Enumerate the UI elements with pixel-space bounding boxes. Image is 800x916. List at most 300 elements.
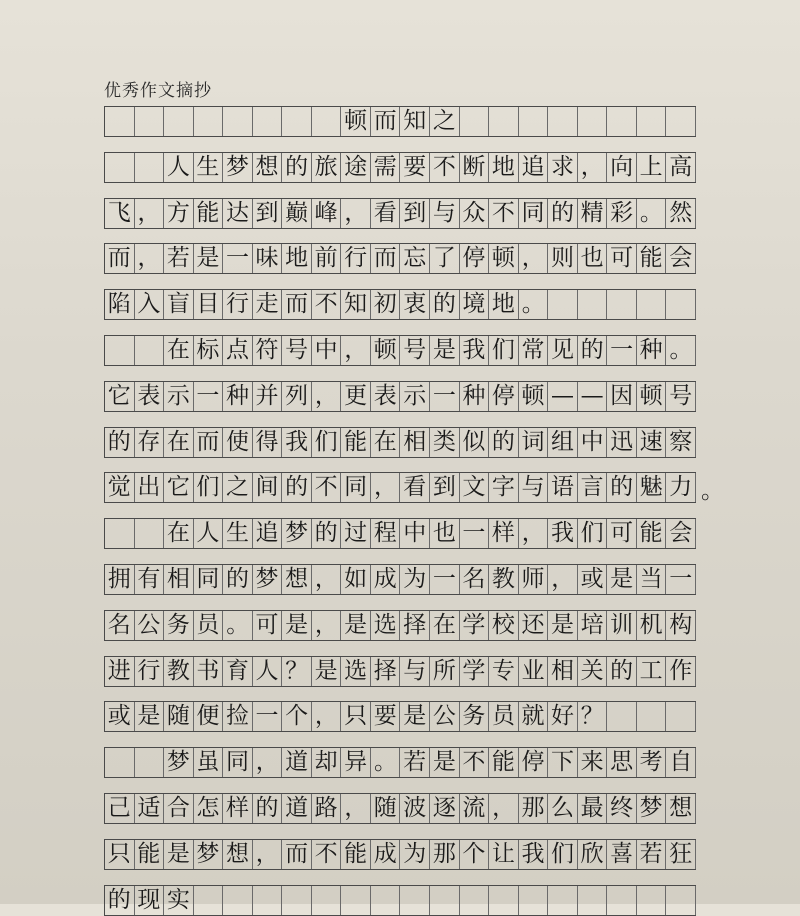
grid-cell: 自: [666, 748, 696, 777]
text-row: [104, 747, 696, 778]
grid-cell: 标: [194, 336, 224, 365]
grid-cell: [341, 886, 371, 915]
grid-cell: 道: [282, 794, 312, 823]
grid-cell: ，: [341, 336, 371, 365]
grid-cell: 旅: [312, 153, 342, 182]
grid-cell: [135, 519, 165, 548]
grid-cell: ，: [135, 199, 165, 228]
grid-cell: 如: [341, 565, 371, 594]
grid-cell: 作: [666, 657, 696, 686]
grid-cell: 员: [489, 702, 519, 731]
grid-cell: 为: [400, 840, 430, 869]
grid-cell: 能: [341, 840, 371, 869]
grid-cell: 生: [223, 519, 253, 548]
grid-cell: 为: [400, 565, 430, 594]
grid-cell: ，: [548, 565, 578, 594]
overflow-char: 。: [701, 478, 724, 505]
text-row: [104, 885, 696, 916]
grid-cell: 需: [371, 153, 401, 182]
grid-cell: 行: [341, 244, 371, 273]
grid-cell: 间: [253, 473, 283, 502]
grid-cell: 符: [253, 336, 283, 365]
grid-cell: 更: [341, 382, 371, 411]
grid-cell: [135, 153, 165, 182]
grid-cell: 看: [371, 199, 401, 228]
grid-cell: 停: [519, 748, 549, 777]
grid-cell: 不: [489, 199, 519, 228]
grid-cell: 在: [164, 519, 194, 548]
grid-cell: 然: [666, 199, 696, 228]
text-row: [104, 289, 696, 320]
grid-cell: [223, 107, 253, 136]
grid-cell: 顿: [341, 107, 371, 136]
grid-cell: 不: [430, 153, 460, 182]
grid-cell: 相: [548, 657, 578, 686]
grid-cell: [194, 107, 224, 136]
grid-cell: 人: [253, 657, 283, 686]
grid-cell: 停: [460, 244, 490, 273]
grid-cell: 生: [194, 153, 224, 182]
grid-cell: 相: [164, 565, 194, 594]
grid-cell: 不: [312, 840, 342, 869]
grid-cell: 一: [223, 244, 253, 273]
grid-cell: 地: [282, 244, 312, 273]
grid-cell: 培: [578, 611, 608, 640]
grid-cell: [637, 702, 667, 731]
grid-cell: 们: [312, 428, 342, 457]
grid-cell: 行: [135, 657, 165, 686]
grid-cell: 可: [607, 519, 637, 548]
grid-cell: 育: [223, 657, 253, 686]
grid-cell: 见: [548, 336, 578, 365]
grid-cell: 波: [400, 794, 430, 823]
grid-cell: 词: [519, 428, 549, 457]
grid-cell: 让: [489, 840, 519, 869]
grid-cell: 是: [312, 657, 342, 686]
grid-cell: 而: [371, 107, 401, 136]
grid-cell: 选: [341, 657, 371, 686]
grid-cell: 务: [164, 611, 194, 640]
grid-cell: 看: [400, 473, 430, 502]
grid-cell: 工: [637, 657, 667, 686]
text-row: [104, 793, 696, 824]
grid-cell: 梦: [637, 794, 667, 823]
grid-cell: 学: [460, 657, 490, 686]
grid-cell: [135, 336, 165, 365]
grid-cell: 追: [519, 153, 549, 182]
title-row: [104, 106, 696, 137]
grid-cell: 择: [400, 611, 430, 640]
grid-cell: 字: [489, 473, 519, 502]
grid-cell: 业: [519, 657, 549, 686]
grid-cell: 顿: [637, 382, 667, 411]
grid-cell: 众: [460, 199, 490, 228]
text-row: [104, 701, 696, 732]
grid-cell: 觉: [105, 473, 135, 502]
grid-cell: ，: [253, 840, 283, 869]
grid-cell: [578, 290, 608, 319]
grid-cell: [164, 107, 194, 136]
grid-cell: [223, 886, 253, 915]
grid-cell: 择: [371, 657, 401, 686]
grid-cell: 列: [282, 382, 312, 411]
grid-cell: 程: [371, 519, 401, 548]
grid-cell: [637, 107, 667, 136]
grid-cell: 那: [430, 840, 460, 869]
grid-cell: 若: [637, 840, 667, 869]
grid-cell: 我: [519, 840, 549, 869]
grid-cell: 精: [578, 199, 608, 228]
grid-cell: 能: [135, 840, 165, 869]
grid-cell: 了: [430, 244, 460, 273]
grid-cell: 们: [578, 519, 608, 548]
grid-cell: 类: [430, 428, 460, 457]
grid-cell: 得: [253, 428, 283, 457]
grid-cell: 进: [105, 657, 135, 686]
grid-cell: 随: [371, 794, 401, 823]
grid-cell: 同: [194, 565, 224, 594]
grid-cell: ，: [253, 748, 283, 777]
grid-cell: 的: [489, 428, 519, 457]
grid-cell: [135, 748, 165, 777]
grid-cell: 的: [282, 473, 312, 502]
grid-cell: 的: [607, 473, 637, 502]
grid-cell: 梦: [223, 153, 253, 182]
grid-cell: 。: [637, 199, 667, 228]
grid-cell: ，: [578, 153, 608, 182]
grid-cell: 在: [371, 428, 401, 457]
grid-cell: 追: [253, 519, 283, 548]
grid-cell: 不: [312, 473, 342, 502]
grid-cell: 关: [578, 657, 608, 686]
grid-cell: [312, 107, 342, 136]
grid-cell: 则: [548, 244, 578, 273]
grid-cell: 向: [607, 153, 637, 182]
grid-cell: 行: [223, 290, 253, 319]
grid-cell: 成: [371, 565, 401, 594]
grid-cell: 语: [548, 473, 578, 502]
grid-cell: 道: [282, 748, 312, 777]
grid-cell: 上: [637, 153, 667, 182]
text-row: [104, 152, 696, 183]
grid-cell: 到: [400, 199, 430, 228]
grid-cell: 前: [312, 244, 342, 273]
grid-cell: 是: [341, 611, 371, 640]
grid-cell: 不: [312, 290, 342, 319]
grid-cell: 我: [460, 336, 490, 365]
grid-cell: 虽: [194, 748, 224, 777]
grid-cell: 公: [430, 702, 460, 731]
grid-cell: 知: [400, 107, 430, 136]
grid-cell: 人: [194, 519, 224, 548]
grid-cell: 停: [489, 382, 519, 411]
grid-cell: 能: [489, 748, 519, 777]
grid-cell: 出: [135, 473, 165, 502]
grid-cell: 校: [489, 611, 519, 640]
grid-cell: 异: [341, 748, 371, 777]
grid-cell: 终: [607, 794, 637, 823]
grid-cell: [460, 107, 490, 136]
grid-cell: 梦: [164, 748, 194, 777]
grid-cell: ，: [312, 702, 342, 731]
grid-cell: 样: [489, 519, 519, 548]
grid-cell: 的: [607, 657, 637, 686]
grid-cell: 员: [194, 611, 224, 640]
grid-cell: [607, 107, 637, 136]
grid-cell: 成: [371, 840, 401, 869]
grid-cell: [430, 886, 460, 915]
grid-cell: 中: [400, 519, 430, 548]
grid-cell: 也: [578, 244, 608, 273]
grid-cell: 味: [253, 244, 283, 273]
grid-cell: 表: [135, 382, 165, 411]
grid-cell: 的: [105, 886, 135, 915]
grid-cell: 己: [105, 794, 135, 823]
grid-cell: 要: [371, 702, 401, 731]
header-label: 优秀作文摘抄: [104, 81, 212, 101]
grid-cell: 境: [460, 290, 490, 319]
grid-cell: 务: [460, 702, 490, 731]
text-row: [104, 472, 724, 505]
grid-cell: 高: [666, 153, 696, 182]
grid-cell: 一: [430, 565, 460, 594]
grid-cell: 就: [519, 702, 549, 731]
grid-cell: 却: [312, 748, 342, 777]
grid-cell: [282, 886, 312, 915]
text-row: [104, 839, 696, 870]
grid-cell: 它: [164, 473, 194, 502]
grid-cell: 的: [312, 519, 342, 548]
grid-cell: 机: [637, 611, 667, 640]
grid-cell: 途: [341, 153, 371, 182]
grid-cell: 想: [282, 565, 312, 594]
grid-cell: 的: [105, 428, 135, 457]
grid-cell: 想: [223, 840, 253, 869]
grid-cell: 过: [341, 519, 371, 548]
grid-cell: 它: [105, 382, 135, 411]
grid-cell: 还: [519, 611, 549, 640]
grid-cell: 是: [607, 565, 637, 594]
grid-cell: 。: [666, 336, 696, 365]
grid-cell: ？: [282, 657, 312, 686]
grid-cell: 迅: [607, 428, 637, 457]
grid-cell: 样: [223, 794, 253, 823]
grid-cell: 梦: [253, 565, 283, 594]
grid-cell: 能: [637, 519, 667, 548]
grid-cell: 也: [430, 519, 460, 548]
grid-cell: 个: [460, 840, 490, 869]
grid-cell: 喜: [607, 840, 637, 869]
grid-cell: [637, 886, 667, 915]
grid-cell: 地: [489, 290, 519, 319]
grid-cell: —: [548, 382, 578, 411]
grid-cell: 与: [519, 473, 549, 502]
grid-cell: 中: [578, 428, 608, 457]
grid-cell: 到: [430, 473, 460, 502]
grid-cell: 人: [164, 153, 194, 182]
grid-cell: 组: [548, 428, 578, 457]
grid-cell: 逐: [430, 794, 460, 823]
grid-cell: [548, 886, 578, 915]
grid-cell: 构: [666, 611, 696, 640]
grid-cell: 中: [312, 336, 342, 365]
grid-cell: 求: [548, 153, 578, 182]
grid-cell: [578, 886, 608, 915]
grid-cell: [548, 107, 578, 136]
grid-cell: 魅: [637, 473, 667, 502]
grid-cell: 的: [430, 290, 460, 319]
grid-cell: 常: [519, 336, 549, 365]
grid-cell: 。: [519, 290, 549, 319]
grid-cell: 示: [400, 382, 430, 411]
grid-cell: [135, 107, 165, 136]
grid-cell: 师: [519, 565, 549, 594]
text-row: [104, 243, 696, 274]
grid-cell: 走: [253, 290, 283, 319]
grid-cell: 是: [430, 748, 460, 777]
grid-cell: 能: [194, 199, 224, 228]
grid-cell: 来: [578, 748, 608, 777]
grid-cell: [400, 886, 430, 915]
grid-cell: 有: [135, 565, 165, 594]
grid-cell: 要: [400, 153, 430, 182]
grid-cell: [282, 107, 312, 136]
grid-cell: ，: [312, 382, 342, 411]
grid-cell: 教: [164, 657, 194, 686]
grid-cell: 的: [253, 794, 283, 823]
grid-cell: 顿: [519, 382, 549, 411]
grid-cell: 顿: [371, 336, 401, 365]
grid-cell: [105, 519, 135, 548]
grid-cell: 察: [666, 428, 696, 457]
grid-cell: 若: [400, 748, 430, 777]
grid-cell: 一: [253, 702, 283, 731]
grid-cell: 名: [105, 611, 135, 640]
grid-cell: 断: [460, 153, 490, 182]
grid-cell: ，: [135, 244, 165, 273]
grid-cell: 我: [548, 519, 578, 548]
grid-cell: [519, 107, 549, 136]
grid-cell: 彩: [607, 199, 637, 228]
grid-cell: 会: [666, 244, 696, 273]
grid-cell: 只: [105, 840, 135, 869]
grid-cell: 公: [135, 611, 165, 640]
grid-cell: 们: [194, 473, 224, 502]
grid-cell: ，: [312, 611, 342, 640]
grid-cell: [105, 748, 135, 777]
grid-cell: 一: [607, 336, 637, 365]
grid-cell: 适: [135, 794, 165, 823]
grid-cell: 可: [253, 611, 283, 640]
grid-cell: 是: [548, 611, 578, 640]
grid-cell: [194, 886, 224, 915]
grid-cell: 现: [135, 886, 165, 915]
grid-cell: 的: [223, 565, 253, 594]
grid-cell: 只: [341, 702, 371, 731]
grid-cell: 目: [194, 290, 224, 319]
grid-cell: [312, 886, 342, 915]
grid-cell: 最: [578, 794, 608, 823]
grid-cell: [105, 107, 135, 136]
grid-cell: [371, 886, 401, 915]
grid-cell: 随: [164, 702, 194, 731]
grid-cell: [578, 107, 608, 136]
grid-cell: 同: [341, 473, 371, 502]
grid-cell: 一: [460, 519, 490, 548]
grid-cell: 。: [223, 611, 253, 640]
grid-cell: 怎: [194, 794, 224, 823]
grid-cell: 在: [164, 336, 194, 365]
grid-cell: [489, 107, 519, 136]
grid-cell: [607, 290, 637, 319]
grid-cell: 们: [489, 336, 519, 365]
grid-cell: 方: [164, 199, 194, 228]
grid-cell: 盲: [164, 290, 194, 319]
grid-cell: 专: [489, 657, 519, 686]
grid-cell: 可: [607, 244, 637, 273]
grid-cell: 好: [548, 702, 578, 731]
text-row: [104, 381, 696, 412]
grid-cell: 巅: [282, 199, 312, 228]
grid-cell: 初: [371, 290, 401, 319]
grid-cell: 言: [578, 473, 608, 502]
grid-cell: 顿: [489, 244, 519, 273]
grid-cell: 训: [607, 611, 637, 640]
grid-cell: [519, 886, 549, 915]
grid-cell: 文: [460, 473, 490, 502]
grid-cell: 而: [282, 290, 312, 319]
grid-cell: 是: [430, 336, 460, 365]
grid-cell: 是: [400, 702, 430, 731]
grid-cell: 想: [253, 153, 283, 182]
grid-cell: 梦: [194, 840, 224, 869]
grid-cell: 那: [519, 794, 549, 823]
grid-cell: 能: [341, 428, 371, 457]
grid-cell: 一: [666, 565, 696, 594]
grid-cell: [666, 886, 696, 915]
grid-cell: ，: [341, 794, 371, 823]
grid-cell: [607, 886, 637, 915]
grid-cell: —: [578, 382, 608, 411]
grid-cell: 并: [253, 382, 283, 411]
grid-cell: 是: [282, 611, 312, 640]
text-row: [104, 198, 696, 229]
grid-cell: 便: [194, 702, 224, 731]
grid-cell: 书: [194, 657, 224, 686]
grid-cell: 表: [371, 382, 401, 411]
grid-cell: 与: [400, 657, 430, 686]
grid-cell: [666, 702, 696, 731]
grid-cell: 不: [460, 748, 490, 777]
grid-cell: 而: [282, 840, 312, 869]
grid-cell: 点: [223, 336, 253, 365]
grid-cell: 号: [400, 336, 430, 365]
grid-cell: 之: [430, 107, 460, 136]
grid-cell: [548, 290, 578, 319]
grid-cell: 若: [164, 244, 194, 273]
grid-cell: 路: [312, 794, 342, 823]
grid-cell: 一: [194, 382, 224, 411]
grid-cell: 能: [637, 244, 667, 273]
grid-cell: [253, 886, 283, 915]
text-row: [104, 610, 696, 641]
grid-cell: 流: [460, 794, 490, 823]
grid-cell: 或: [105, 702, 135, 731]
grid-cell: 相: [400, 428, 430, 457]
grid-cell: 示: [164, 382, 194, 411]
grid-cell: [460, 886, 490, 915]
grid-cell: ，: [312, 565, 342, 594]
